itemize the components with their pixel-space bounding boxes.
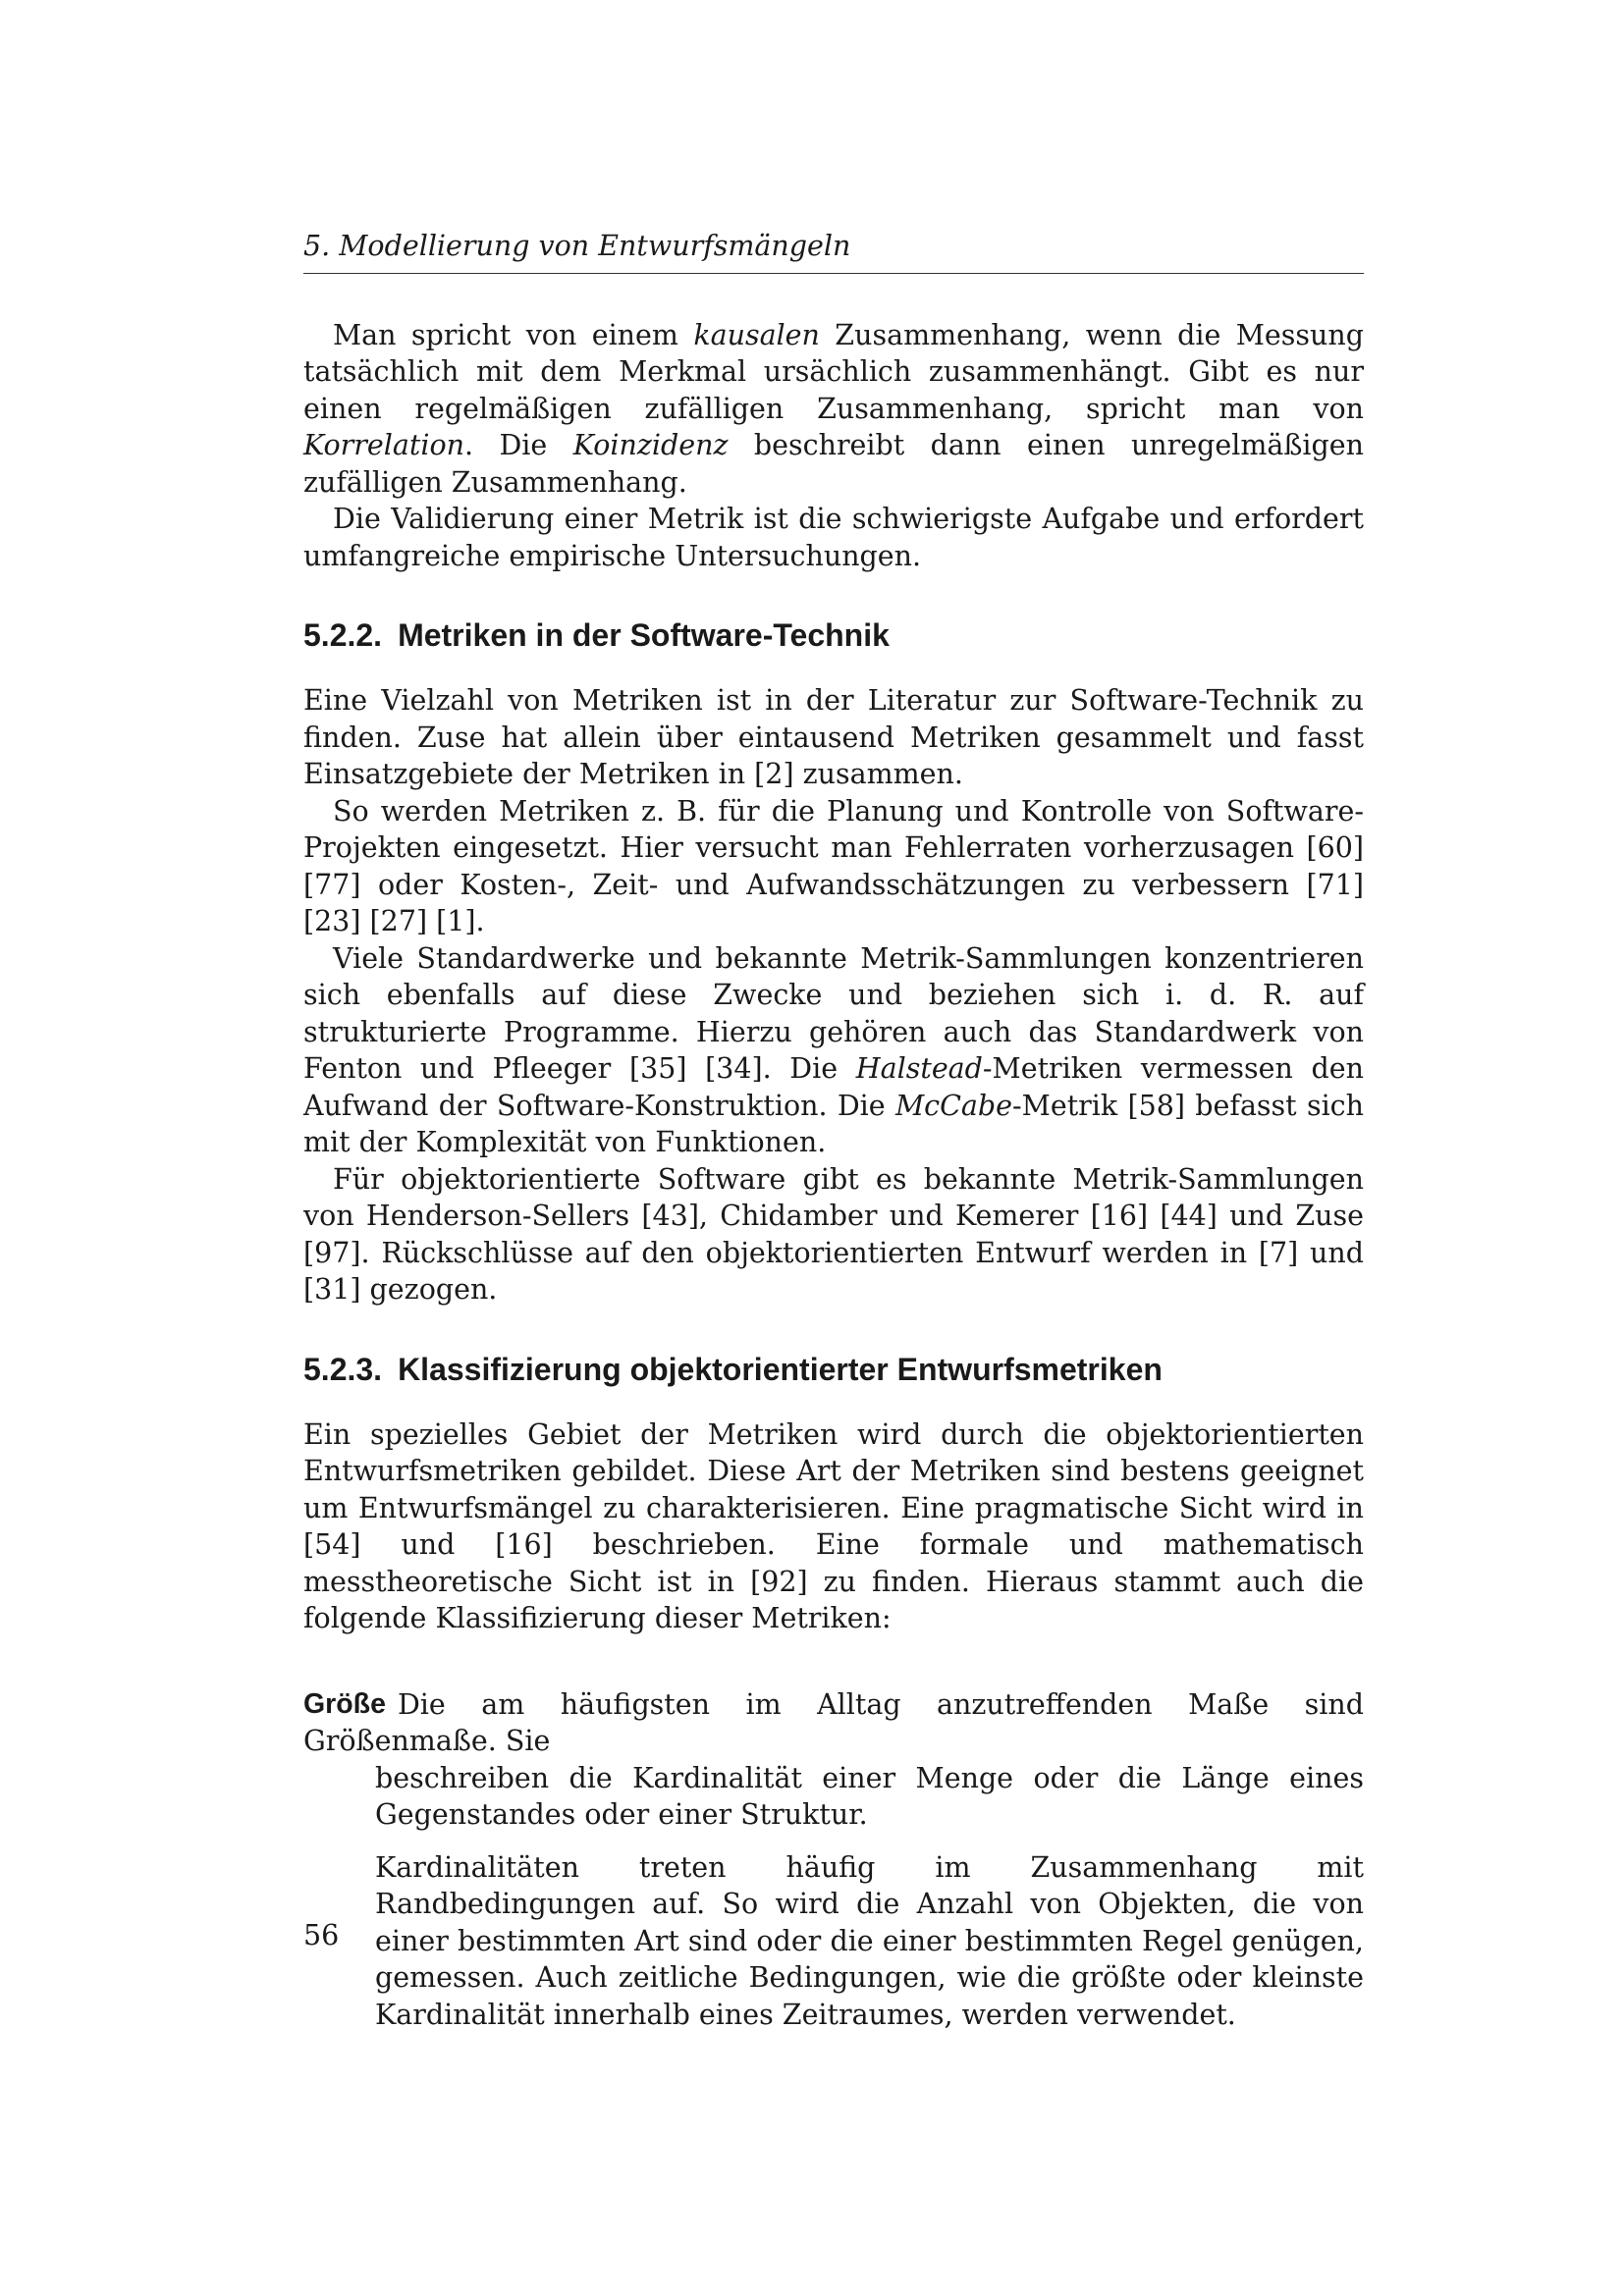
section-522-paragraph-1: Eine Vielzahl von Metriken ist in der Literatur zur Software-Technik zu finden. Zuse hat allein über eintausend Metriken gesammelt und fasst Einsatzgebiete der Metriken in [2] zusammen. bbox=[303, 684, 1364, 790]
section-title: Klassifizierung objektorientierter Entwurfsmetriken bbox=[398, 1351, 1163, 1387]
definition-paragraph-2: Kardinalitäten treten häufig im Zusammenhang mit Randbedingungen auf. So wird die Anzahl von Objekten, die von einer bestimmten Art sind oder die einer bestimmten Regel genügen, gemessen. Auch zeitliche Bedingungen, wie die größte oder kleinste Kardinalität innerhalb eines Zeitraumes, werden verwendet. bbox=[375, 1850, 1364, 2031]
intro-paragraph-1 bbox=[303, 317, 1364, 502]
page-number: 56 bbox=[303, 1919, 340, 1951]
emphasis-korrelation: Korrelation bbox=[303, 429, 464, 461]
section-number: 5.2.2. bbox=[303, 617, 383, 653]
definition-list bbox=[303, 1686, 1364, 2034]
text-segment: -Metriken vermessen den Aufwand der Software-Konstruktion. Die bbox=[303, 1052, 1364, 1122]
definition-description bbox=[303, 1686, 1364, 2034]
section-523-paragraph-1: Ein spezielles Gebiet der Metriken wird durch die objektorientierten Entwurfsmetriken gebildet. Diese Art der Metriken sind bestens geeignet um Entwurfsmängel zu charakterisieren. Eine pragmatische Sicht wird in [54] und [16] beschrieben. Eine formale und mathematisch messtheoretische Sicht ist in [92] zu finden. Hieraus stammt auch die folgende Klassifizierung dieser Metriken: bbox=[303, 1417, 1364, 1634]
text-segment: Viele Standardwerke und bekannte Metrik-Sammlungen konzentrieren sich ebenfalls auf diese Zwecke und beziehen sich i. d. R. auf strukturierte Programme. Hierzu gehören auch das Standardwerk von Fenton und Pfleeger [35] [34]. Die bbox=[303, 941, 1364, 1085]
section-number: 5.2.3. bbox=[303, 1351, 383, 1387]
page-body bbox=[303, 228, 1364, 2033]
emphasis-mccabe: McCabe bbox=[894, 1089, 1013, 1122]
section-title: Metriken in der Software-Technik bbox=[398, 617, 890, 653]
text-segment: Man spricht von einem bbox=[333, 318, 694, 351]
intro-paragraph-2: Die Validierung einer Metrik ist die schwierigste Aufgabe und erfordert umfangreiche empirische Untersuchungen. bbox=[303, 503, 1364, 572]
text-segment: . Die bbox=[464, 429, 573, 461]
text-segment: beschreibt dann einen unregelmäßigen zufälligen Zusammenhang. bbox=[303, 429, 1365, 499]
section-heading-5-2-2 bbox=[303, 615, 1364, 655]
definition-first-line: Die am häufigsten im Alltag anzutreffenden Maße sind Größenmaße. Sie bbox=[303, 1687, 1364, 1757]
running-head: 5. Modellierung von Entwurfsmängeln bbox=[303, 228, 1364, 274]
text-segment: Zusammenhang, wenn die Messung tatsächlich mit dem Merkmal ursächlich zusammenhängt. Gibt es nur einen regelmäßigen zufälligen Zusammenhang, spricht man von bbox=[303, 318, 1364, 425]
emphasis-kausalen: kausalen bbox=[693, 318, 820, 351]
text-segment: -Metrik [58] befasst sich mit der Komplexität von Funktionen. bbox=[303, 1089, 1365, 1158]
section-522-paragraph-3 bbox=[303, 940, 1364, 1161]
section-522-paragraph-2: So werden Metriken z. B. für die Planung und Kontrolle von Software-Projekten eingesetzt. Hier versucht man Fehlerraten vorherzusagen [60] [77] oder Kosten-, Zeit- und Aufwandsschätzungen zu verbessern [71] [23] [27] [1]. bbox=[303, 794, 1364, 937]
definition-continuation: beschreiben die Kardinalität einer Menge oder die Länge eines Gegenstandes oder einer Struktur. bbox=[375, 1761, 1364, 1831]
definition-term: Größe bbox=[303, 1687, 386, 1720]
emphasis-koinzidenz: Koinzidenz bbox=[572, 429, 729, 461]
section-522-paragraph-4: Für objektorientierte Software gibt es bekannte Metrik-Sammlungen von Henderson-Sellers [43], Chidamber und Kemerer [16] [44] und Zuse [97]. Rückschlüsse auf den objektorientierten Entwurf werden in [7] und [31] gezogen. bbox=[303, 1162, 1364, 1306]
emphasis-halstead: Halstead bbox=[855, 1052, 983, 1085]
section-heading-5-2-3 bbox=[303, 1350, 1364, 1389]
